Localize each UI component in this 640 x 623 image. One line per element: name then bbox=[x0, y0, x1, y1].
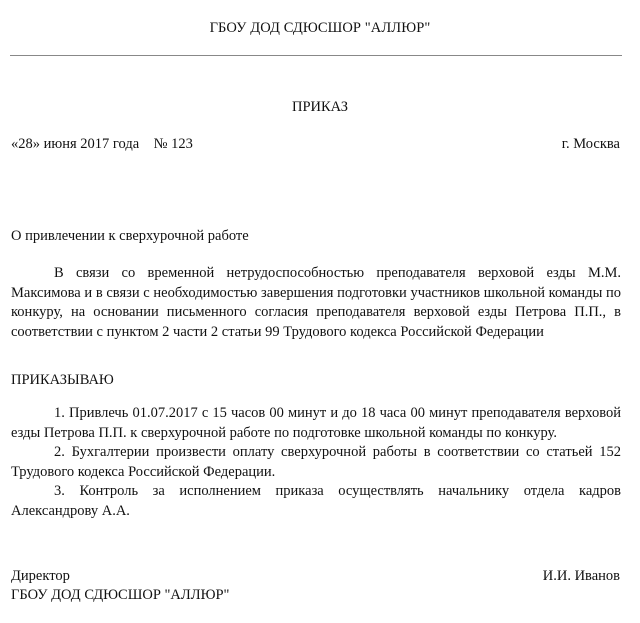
order-date-number bbox=[11, 136, 193, 153]
order-subject: О привлечении к сверхурочной работе bbox=[11, 228, 249, 244]
organization-header: ГБОУ ДОД СДЮСШОР "АЛЛЮР" bbox=[209, 20, 431, 36]
order-items-list bbox=[11, 404, 621, 522]
order-directive-word: ПРИКАЗЫВАЮ bbox=[11, 372, 114, 388]
order-date: «28» июня 2017 года bbox=[11, 136, 140, 152]
order-item: 3. Контроль за исполнением приказа осуществлять начальнику отдела кадров Александрову А.А. bbox=[11, 483, 621, 519]
document-title: ПРИКАЗ bbox=[291, 99, 349, 115]
order-number: № 123 bbox=[153, 136, 193, 152]
order-city: г. Москва bbox=[561, 136, 620, 152]
signature-organization: ГБОУ ДОД СДЮСШОР "АЛЛЮР" bbox=[11, 587, 230, 603]
signature-position: Директор bbox=[11, 568, 70, 584]
order-item: 1. Привлечь 01.07.2017 с 15 часов 00 минут и до 18 часа 00 минут преподавателя верховой езды Петрова П.П. к сверхурочной работе по подготовке школьной команды по конкуру. bbox=[11, 405, 621, 441]
order-item: 2. Бухгалтерии произвести оплату сверхурочной работы в соответствии со статьей 152 Трудового кодекса Российской Федерации. bbox=[11, 444, 621, 480]
preamble-paragraph: В связи со временной нетрудоспособностью преподавателя верховой езды М.М. Максимова и в связи с необходимостью завершения подготовки участников школьной команды по конкуру, на основании письменного согласия преподавателя верховой езды Петрова П.П., в соответствии с пунктом 2 части 2 статьи 99 Трудового кодекса Российской Федерации bbox=[11, 265, 621, 340]
header-divider bbox=[10, 55, 622, 56]
signature-name: И.И. Иванов bbox=[542, 568, 620, 584]
